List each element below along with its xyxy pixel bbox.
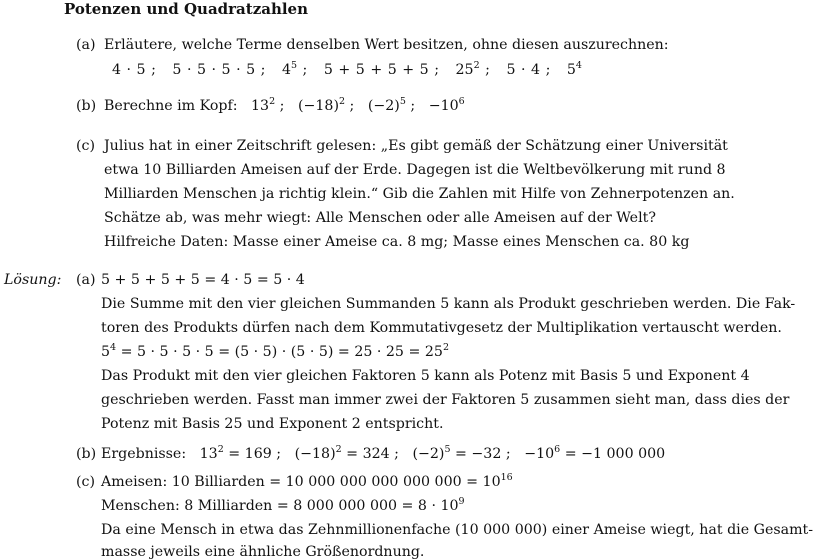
task-a-terms [112,62,582,78]
result: = 324 [341,446,390,462]
task-b-prefix: Berechne im Kopf: [104,98,238,114]
separator: ; [260,62,266,78]
base: (−18) [294,446,336,462]
base: (−2) [412,446,445,462]
base: −10 [524,446,555,462]
task-b-label: (b) [76,98,97,114]
solution-b-label: (b) [76,446,97,462]
term: 5 · 5 · 5 · 5 [172,62,256,78]
base: 13 [199,446,218,462]
solution-c-text: masse jeweils eine ähnliche Größenordnung. [101,544,425,560]
task-c-line: Hilfreiche Daten: Masse einer Ameise ca. 8 mg; Masse eines Menschen ca. 80 kg [104,234,690,250]
solution-a-text: geschrieben werden. Fasst man immer zwei der Faktoren 5 zusammen sieht man, dass dies der [101,392,790,408]
task-c-line: Schätze ab, was mehr wiegt: Alle Menschen oder alle Ameisen auf der Welt? [104,210,656,226]
exponent: 16 [500,472,513,483]
exponent: 6 [458,96,465,107]
solution-a-eq2 [101,344,449,360]
solution-c-humans [101,498,465,514]
term: 25 [455,62,474,78]
separator: ; [485,62,490,78]
separator: ; [302,62,308,78]
term: (−2) [367,98,400,114]
solution-b-prefix: Ergebnisse: [101,446,187,462]
solution-a-text: Das Produkt mit den vier gleichen Faktoren 5 kann als Potenz mit Basis 5 und Exponent 4 [101,368,750,384]
solution-a-label: (a) [76,272,96,288]
humans-text: Menschen: 8 Milliarden = 8 000 000 000 = 8 · 10 [101,498,459,514]
term: −10 [428,98,459,114]
task-c-line: Julius hat in einer Zeitschrift gelesen: „Es gibt gemäß der Schätzung einer Universität [104,138,728,154]
exponent: 5 [444,444,451,455]
exponent: 4 [110,342,117,353]
page-title: Potenzen und Quadratzahlen [64,0,308,18]
separator: ; [151,62,156,78]
exponent: 6 [554,444,561,455]
exponent: 5 [290,60,298,71]
result: = 169 [223,446,272,462]
solution-a-eq1: 5 + 5 + 5 + 5 = 4 · 5 = 5 · 4 [101,272,305,288]
separator: ; [434,62,439,78]
task-c-label: (c) [76,138,96,154]
equation-rest: = 5 · 5 · 5 · 5 = (5 · 5) · (5 · 5) = 25 · 25 = 25 [116,344,443,360]
solution-a-text: Die Summe mit den vier gleichen Summanden 5 kann als Produkt geschrieben werden. Die Fak- [101,296,796,312]
task-b-line: Berechne im Kopf: $13^2$ ; $(-18)^2$ ; $(-2)^5$ ; $-10^6$ [104,96,465,114]
exponent: 2 [335,444,342,455]
exponent: 9 [458,496,465,507]
separator: ; [545,62,551,78]
base: 5 [101,344,111,360]
exponent: 5 [399,96,406,107]
result: = −32 [450,446,502,462]
term: 13 [251,98,270,114]
solution-c-label: (c) [76,474,96,490]
solution-c-text: Da eine Mensch in etwa das Zehnmillionenfache (10 000 000) einer Ameise wiegt, hat die Gesamt- [101,522,813,538]
solution-b-line: Ergebnisse: $13^2 = 169$ ; $(-18)^2 = 324$ ; $(-2)^5 = -32$ ; $-10^6 = -1$ 000 000 [101,444,666,462]
task-a-label: (a) [76,37,96,53]
solution-c-ants [101,474,513,490]
term: 4 · 5 [112,62,146,78]
term: 4 [281,62,291,78]
exponent: 2 [269,96,276,107]
term: 5 [566,62,576,78]
term: 5 · 4 [506,62,541,78]
task-a-text: Erläutere, welche Terme denselben Wert besitzen, ohne diesen auszurechnen: [104,37,669,53]
term: 5 + 5 + 5 + 5 [323,62,429,78]
exponent: 4 [575,60,582,71]
task-c-line: etwa 10 Billiarden Ameisen auf der Erde. Dagegen ist die Weltbevölkerung mit rund 8 [104,162,726,178]
exponent: 2 [473,60,480,71]
task-c-line: Milliarden Menschen ja richtig klein.“ Gib die Zahlen mit Hilfe von Zehnerpotenzen an. [104,186,735,202]
exponent: 2 [442,342,449,353]
exponent: 2 [338,96,346,107]
exponent: 2 [217,444,224,455]
solution-a-text: Potenz mit Basis 25 und Exponent 2 entspricht. [101,416,444,432]
solution-label: Lösung: [4,272,62,288]
term: (−18) [297,98,339,114]
solution-a-text: toren des Produkts dürfen nach dem Kommutativgesetz der Multiplikation vertauscht werden. [101,320,782,336]
ants-text: Ameisen: 10 Billiarden = 10 000 000 000 000 000 = 10 [101,474,501,490]
result: = −1 000 000 [560,446,666,462]
